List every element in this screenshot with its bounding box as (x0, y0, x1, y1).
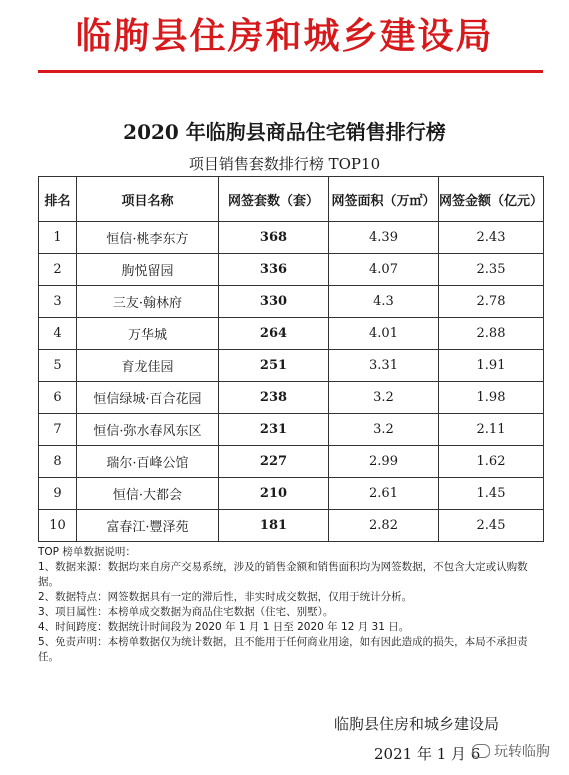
cell-amount: 1.62 (439, 446, 544, 478)
notes-heading: TOP 榜单数据说明： (38, 546, 136, 558)
note-item: 3、项目属性：本榜单成交数据为商品住宅数据（住宅、别墅）。 (38, 606, 334, 618)
signature-date: 2021 年 1 月 6 (374, 745, 481, 763)
table-row (39, 446, 544, 478)
cell-rank: 3 (39, 286, 77, 318)
table-row (39, 222, 544, 254)
cell-units: 336 (219, 254, 329, 286)
header-rank: 排名 (39, 177, 77, 222)
cell-area: 4.3 (329, 286, 439, 318)
header-project-name: 项目名称 (77, 177, 219, 222)
cell-units: 264 (219, 318, 329, 350)
cell-area: 4.39 (329, 222, 439, 254)
wechat-icon (472, 744, 490, 758)
cell-project-name: 瑞尔·百峰公馆 (77, 446, 219, 478)
letterhead-title: 临朐县住房和城乡建设局 (75, 16, 494, 57)
watermark-text: 玩转临朐 (494, 744, 550, 760)
table-row (39, 350, 544, 382)
cell-area: 3.2 (329, 414, 439, 446)
cell-amount: 2.88 (439, 318, 544, 350)
cell-amount: 1.98 (439, 382, 544, 414)
cell-amount: 2.45 (439, 510, 544, 542)
cell-rank: 10 (39, 510, 77, 542)
cell-units: 330 (219, 286, 329, 318)
header-area: 网签面积（万㎡） (329, 177, 439, 222)
cell-amount: 2.43 (439, 222, 544, 254)
cell-area: 2.61 (329, 478, 439, 510)
cell-area: 2.82 (329, 510, 439, 542)
document-title: 2020 年临朐县商品住宅销售排行榜 (123, 120, 446, 144)
note-item: 2、数据特点：网签数据具有一定的滞后性，非实时成交数据，仅用于统计分析。 (38, 591, 413, 603)
note-item: 4、时间跨度：数据统计时间段为 2020 年 1 月 1 日至 2020 年 12 月 31 日。 (38, 621, 410, 633)
note-item: 5、免责声明：本榜单数据仅为统计数据，且不能用于任何商业用途，如有因此造成的损失，本局不承担责任。 (38, 636, 528, 663)
cell-project-name: 万华城 (77, 318, 219, 350)
cell-units: 181 (219, 510, 329, 542)
cell-rank: 4 (39, 318, 77, 350)
cell-area: 4.07 (329, 254, 439, 286)
cell-project-name: 恒信·弥水春风东区 (77, 414, 219, 446)
cell-rank: 7 (39, 414, 77, 446)
cell-rank: 9 (39, 478, 77, 510)
table-header-row (39, 177, 544, 222)
document-subtitle: 项目销售套数排行榜 TOP10 (188, 155, 381, 173)
table-row (39, 318, 544, 350)
table-row (39, 414, 544, 446)
table-row (39, 478, 544, 510)
table-body (39, 222, 544, 542)
cell-area: 3.2 (329, 382, 439, 414)
cell-units: 368 (219, 222, 329, 254)
table-row (39, 286, 544, 318)
cell-project-name: 富春江·豐泽苑 (77, 510, 219, 542)
cell-area: 2.99 (329, 446, 439, 478)
cell-rank: 6 (39, 382, 77, 414)
data-notes (38, 545, 543, 665)
cell-rank: 1 (39, 222, 77, 254)
signature-organization: 临朐县住房和城乡建设局 (334, 715, 500, 733)
cell-project-name: 三友·翰林府 (77, 286, 219, 318)
cell-amount: 1.45 (439, 478, 544, 510)
table-row (39, 382, 544, 414)
cell-rank: 8 (39, 446, 77, 478)
watermark (472, 741, 550, 761)
cell-project-name: 朐悦留园 (77, 254, 219, 286)
table-row (39, 510, 544, 542)
ranking-table (38, 176, 544, 542)
cell-area: 3.31 (329, 350, 439, 382)
header-amount: 网签金额（亿元） (439, 177, 544, 222)
cell-project-name: 恒信·大都会 (77, 478, 219, 510)
letterhead-red-rule (38, 70, 543, 73)
header-units: 网签套数（套） (219, 177, 329, 222)
cell-amount: 2.78 (439, 286, 544, 318)
note-item: 1、数据来源：数据均来自房产交易系统，涉及的销售金额和销售面积均为网签数据，不包含大定或认购数据。 (38, 561, 528, 588)
cell-units: 238 (219, 382, 329, 414)
cell-amount: 2.35 (439, 254, 544, 286)
cell-amount: 2.11 (439, 414, 544, 446)
cell-units: 251 (219, 350, 329, 382)
table-row (39, 254, 544, 286)
cell-units: 210 (219, 478, 329, 510)
cell-amount: 1.91 (439, 350, 544, 382)
cell-project-name: 恒信·桃李东方 (77, 222, 219, 254)
cell-units: 231 (219, 414, 329, 446)
cell-rank: 2 (39, 254, 77, 286)
cell-rank: 5 (39, 350, 77, 382)
cell-units: 227 (219, 446, 329, 478)
cell-area: 4.01 (329, 318, 439, 350)
cell-project-name: 育龙佳园 (77, 350, 219, 382)
cell-project-name: 恒信绿城·百合花园 (77, 382, 219, 414)
